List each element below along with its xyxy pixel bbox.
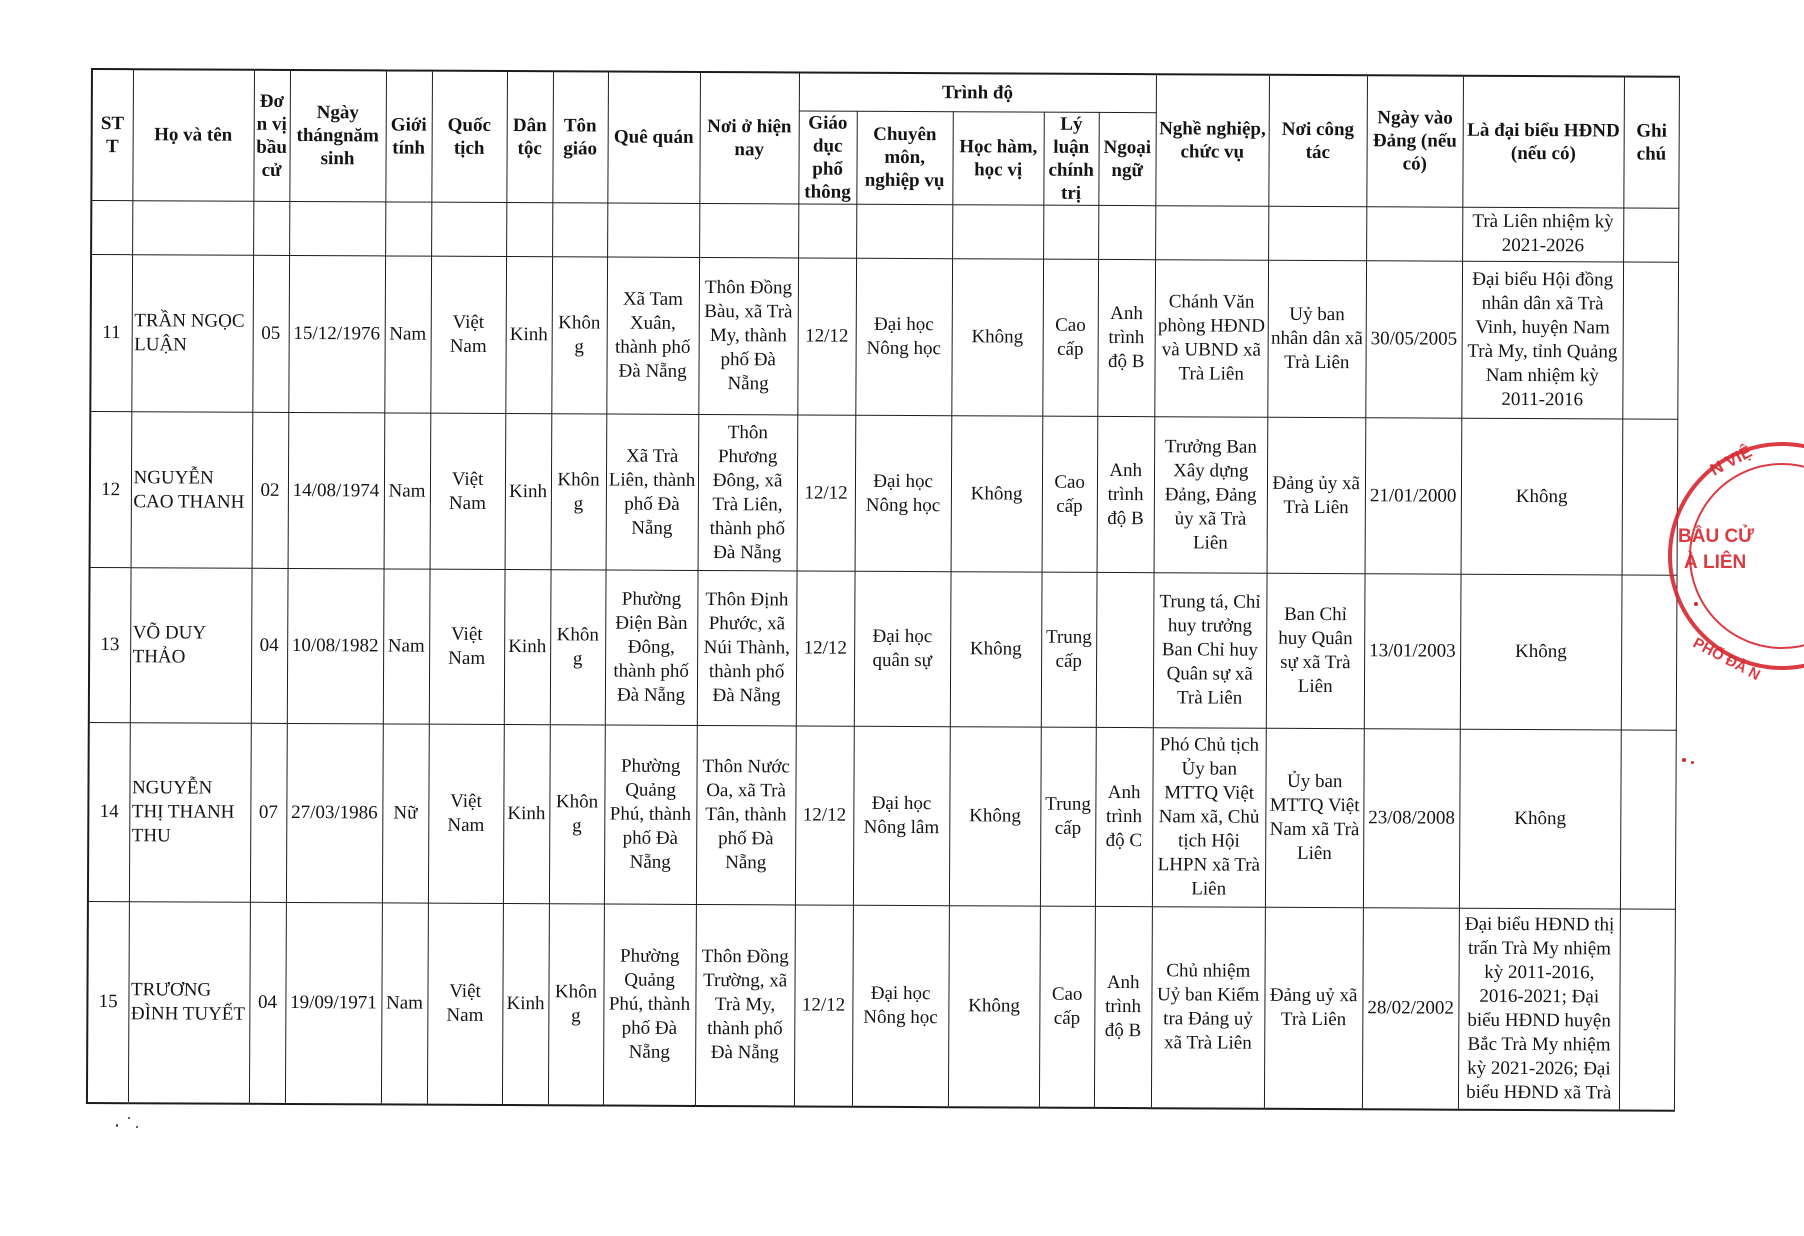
candidate-table-page — [86, 68, 1680, 1112]
cell-stt: 15 — [87, 901, 129, 1103]
cell-hoc-ham: Không — [949, 726, 1041, 905]
cell-noi-cong-tac: Ban Chỉ huy Quân sự xã Trà Liên — [1266, 573, 1365, 728]
cell-ton-giao: Không — [549, 725, 605, 904]
carryover-note: Trà Liên nhiệm kỳ 2021-2026 — [1462, 207, 1623, 262]
header-ngay-sinh: Ngày thángnăm sinh — [289, 70, 386, 201]
cell-ngoai-ngu — [1096, 573, 1154, 728]
header-gioi-tinh: Giới tính — [385, 70, 432, 201]
seal-text-middle-2: À LIÊN — [1684, 552, 1747, 573]
cell-dan-toc: Kinh — [505, 414, 552, 570]
header-ho-ten: Họ và tên — [132, 69, 254, 201]
cell-noi-o: Thôn Phương Đông, xã Trà Liên, thành phố Đà Nẵng — [698, 415, 798, 571]
cell-ngay-vao-dang: 23/08/2008 — [1363, 729, 1460, 908]
header-noi-o: Nơi ở hiện nay — [699, 72, 799, 203]
cell-ngay-vao-dang: 28/02/2002 — [1362, 907, 1459, 1109]
header-giao-duc: Giáo dục phổ thông — [798, 110, 856, 203]
cell-stt: 11 — [90, 254, 132, 412]
cell-ly-luan: Trung cấp — [1040, 727, 1096, 906]
header-quoc-tich: Quốc tịch — [431, 71, 507, 202]
header-ly-luan: Lý luận chính trị — [1043, 112, 1098, 205]
cell-hoc-ham: Không — [948, 905, 1040, 1107]
cell-ngay-sinh: 27/03/1986 — [286, 723, 383, 902]
cell-quoc-tich: Việt Nam — [429, 569, 505, 724]
official-seal — [1664, 426, 1804, 686]
header-ngay-vao-dang: Ngày vào Đảng (nếu có) — [1367, 75, 1464, 206]
cell-giao-duc: 12/12 — [796, 571, 855, 726]
header-ngoai-ngu: Ngoại ngữ — [1099, 112, 1156, 205]
cell-ngay-sinh: 19/09/1971 — [285, 902, 382, 1104]
cell-nghe-nghiep: Chánh Văn phòng HĐND và UBND xã Trà Liên — [1154, 259, 1268, 417]
cell-dai-bieu: Không — [1460, 574, 1622, 729]
cell-nghe-nghiep: Trưởng Ban Xây dựng Đảng, Đảng ủy xã Trà Liên — [1154, 417, 1268, 573]
cell-ngoai-ngu: Anh trình độ B — [1097, 417, 1155, 573]
cell-ngoai-ngu: Anh trình độ B — [1097, 259, 1155, 417]
scan-speck — [128, 1117, 130, 1119]
cell-que-quan: Xã Trà Liên, thành phố Đà Nẵng — [606, 414, 699, 570]
header-noi-cong-tac: Nơi công tác — [1269, 75, 1368, 206]
cell-ton-giao: Không — [548, 903, 604, 1105]
cell-ho-ten: NGUYỄN THỊ THANH THU — [129, 722, 251, 901]
cell-ngoai-ngu: Anh trình độ C — [1095, 727, 1153, 906]
cell-noi-cong-tac: Ủy ban MTTQ Việt Nam xã Trà Liên — [1265, 728, 1364, 907]
cell-don-vi: 02 — [252, 413, 289, 569]
cell-chuyen-mon: Đại học quân sự — [854, 571, 951, 726]
cell-chuyen-mon: Đại học Nông lâm — [853, 726, 950, 905]
cell-stt: 14 — [88, 722, 130, 901]
cell-giao-duc: 12/12 — [795, 726, 854, 905]
cell-dai-bieu: Không — [1459, 729, 1621, 909]
cell-ngay-vao-dang: 21/01/2000 — [1365, 418, 1462, 574]
cell-ghi-chu — [1623, 262, 1679, 420]
scan-speck — [116, 1124, 118, 1127]
cell-don-vi: 07 — [250, 723, 287, 902]
header-ton-giao: Tôn giáo — [552, 71, 608, 202]
header-nghe-nghiep: Nghề nghiệp, chức vụ — [1156, 74, 1270, 206]
cell-gioi-tinh: Nam — [381, 902, 428, 1104]
header-ghi-chu: Ghi chú — [1624, 76, 1680, 207]
cell-que-quan: Phường Điện Bàn Đông, thành phố Đà Nẵng — [605, 570, 698, 725]
cell-chuyen-mon: Đại học Nông học — [852, 905, 949, 1107]
cell-quoc-tich: Việt Nam — [430, 256, 506, 414]
scan-speck — [136, 1126, 138, 1128]
seal-text-middle: BẦU CỬ — [1678, 526, 1754, 547]
cell-ton-giao: Không — [550, 570, 606, 725]
cell-gioi-tinh: Nam — [384, 256, 431, 414]
cell-noi-o: Thôn Đồng Trường, xã Trà My, thành phố Đà Nẵng — [695, 904, 795, 1106]
cell-nghe-nghiep: Trung tá, Chỉ huy trưởng Ban Chỉ huy Quân sự xã Trà Liên — [1153, 573, 1267, 728]
cell-dan-toc: Kinh — [504, 570, 551, 725]
cell-dan-toc: Kinh — [505, 256, 552, 414]
cell-don-vi: 04 — [249, 902, 286, 1104]
cell-ho-ten: TRƯƠNG ĐÌNH TUYẾT — [128, 901, 250, 1104]
cell-noi-o: Thôn Đồng Bàu, xã Trà My, thành phố Đà Nẵng — [698, 257, 798, 415]
cell-gioi-tinh: Nam — [384, 413, 431, 569]
cell-ly-luan: Cao cấp — [1039, 906, 1095, 1108]
cell-dai-bieu: Không — [1461, 419, 1623, 575]
cell-giao-duc: 12/12 — [794, 905, 853, 1107]
cell-dan-toc: Kinh — [502, 903, 549, 1105]
cell-ly-luan: Trung cấp — [1041, 572, 1097, 727]
cell-ho-ten: NGUYỄN CAO THANH — [131, 412, 253, 568]
cell-chuyen-mon: Đại học Nông học — [855, 416, 952, 572]
cell-hoc-ham: Không — [951, 258, 1043, 416]
cell-hoc-ham: Không — [950, 572, 1042, 727]
table-row — [88, 722, 1676, 909]
cell-don-vi: 05 — [252, 255, 289, 413]
header-trinh-do: Trình độ — [799, 72, 1156, 112]
candidate-table — [86, 68, 1680, 1112]
cell-ho-ten: TRẦN NGỌC LUẬN — [131, 254, 253, 412]
header-dai-bieu: Là đại biểu HĐND (nếu có) — [1463, 76, 1625, 208]
cell-noi-o: Thôn Nước Oa, xã Trà Tân, thành phố Đà Nẵng — [696, 725, 796, 904]
cell-nghe-nghiep: Phó Chủ tịch Ủy ban MTTQ Việt Nam xã, Chủ tịch Hội LHPN xã Trà Liên — [1152, 727, 1266, 906]
cell-ngay-sinh: 15/12/1976 — [288, 255, 385, 413]
cell-que-quan: Phường Quảng Phú, thành phố Đà Nẵng — [604, 725, 697, 904]
seal-text-bottom: PHỐ ĐÀ N — [1690, 634, 1763, 684]
cell-gioi-tinh: Nữ — [382, 724, 429, 903]
table-row — [90, 254, 1678, 419]
header-chuyen-mon: Chuyên môn, nghiệp vụ — [856, 111, 952, 204]
cell-que-quan: Phường Quảng Phú, thành phố Đà Nẵng — [603, 904, 696, 1106]
header-dan-toc: Dân tộc — [506, 71, 553, 202]
header-stt: STT — [91, 69, 133, 200]
cell-ghi-chu — [1620, 730, 1676, 909]
scan-speck — [1691, 761, 1694, 764]
cell-gioi-tinh: Nam — [383, 569, 430, 724]
cell-que-quan: Xã Tam Xuân, thành phố Đà Nẵng — [606, 257, 699, 415]
cell-ton-giao: Không — [551, 256, 607, 414]
cell-dai-bieu: Đại biểu Hội đồng nhân dân xã Trà Vinh, huyện Nam Trà My, tỉnh Quảng Nam nhiệm kỳ 2011-2016 — [1462, 261, 1624, 419]
cell-giao-duc: 12/12 — [797, 415, 856, 571]
header-que-quan: Quê quán — [607, 72, 700, 203]
cell-ngoai-ngu: Anh trình độ B — [1094, 906, 1152, 1108]
cell-ly-luan: Cao cấp — [1042, 417, 1098, 573]
cell-giao-duc: 12/12 — [797, 258, 856, 416]
cell-quoc-tich: Việt Nam — [427, 903, 503, 1105]
cell-stt: 13 — [89, 568, 131, 723]
cell-noi-cong-tac: Uỷ ban nhân dân xã Trà Liên — [1268, 260, 1367, 418]
cell-chuyen-mon: Đại học Nông học — [855, 258, 952, 416]
table-row — [90, 412, 1678, 575]
cell-ngay-sinh: 14/08/1974 — [288, 413, 385, 569]
cell-quoc-tich: Việt Nam — [430, 414, 506, 570]
cell-dai-bieu: Đại biểu HĐND thị trấn Trà My nhiệm kỳ 2011-2016, 2016-2021; Đại biểu HĐND huyện Bắc Trà My nhiệm kỳ 2021-2026; Đại biểu HĐND xã Trà — [1458, 908, 1620, 1111]
cell-noi-cong-tac: Đảng uỷ xã Trà Liên — [1264, 907, 1363, 1109]
cell-ton-giao: Không — [551, 414, 607, 570]
cell-noi-o: Thôn Định Phước, xã Núi Thành, thành phố Đà Nẵng — [697, 571, 797, 726]
cell-ho-ten: VÕ DUY THẢO — [130, 568, 252, 723]
cell-quoc-tich: Việt Nam — [428, 724, 504, 903]
table-row — [89, 568, 1677, 730]
cell-ngay-vao-dang: 30/05/2005 — [1366, 260, 1463, 418]
table-row — [87, 901, 1675, 1111]
cell-nghe-nghiep: Chủ nhiệm Uỷ ban Kiểm tra Đảng uỷ xã Trà Liên — [1151, 906, 1265, 1108]
cell-ly-luan: Cao cấp — [1042, 259, 1098, 417]
header-don-vi: Đơn vị bầu cử — [253, 70, 290, 201]
cell-don-vi: 04 — [251, 568, 288, 723]
cell-ngay-vao-dang: 13/01/2003 — [1364, 574, 1461, 729]
cell-ngay-sinh: 10/08/1982 — [287, 569, 384, 724]
seal-text-top: N VIỆ — [1706, 441, 1756, 480]
cell-stt: 12 — [90, 412, 132, 568]
header-hoc-ham: Học hàm, học vị — [952, 111, 1043, 204]
cell-dan-toc: Kinh — [503, 724, 550, 903]
cell-ghi-chu — [1619, 909, 1675, 1111]
carryover-row — [91, 200, 1679, 262]
cell-hoc-ham: Không — [951, 416, 1043, 572]
cell-noi-cong-tac: Đảng ủy xã Trà Liên — [1267, 418, 1366, 574]
